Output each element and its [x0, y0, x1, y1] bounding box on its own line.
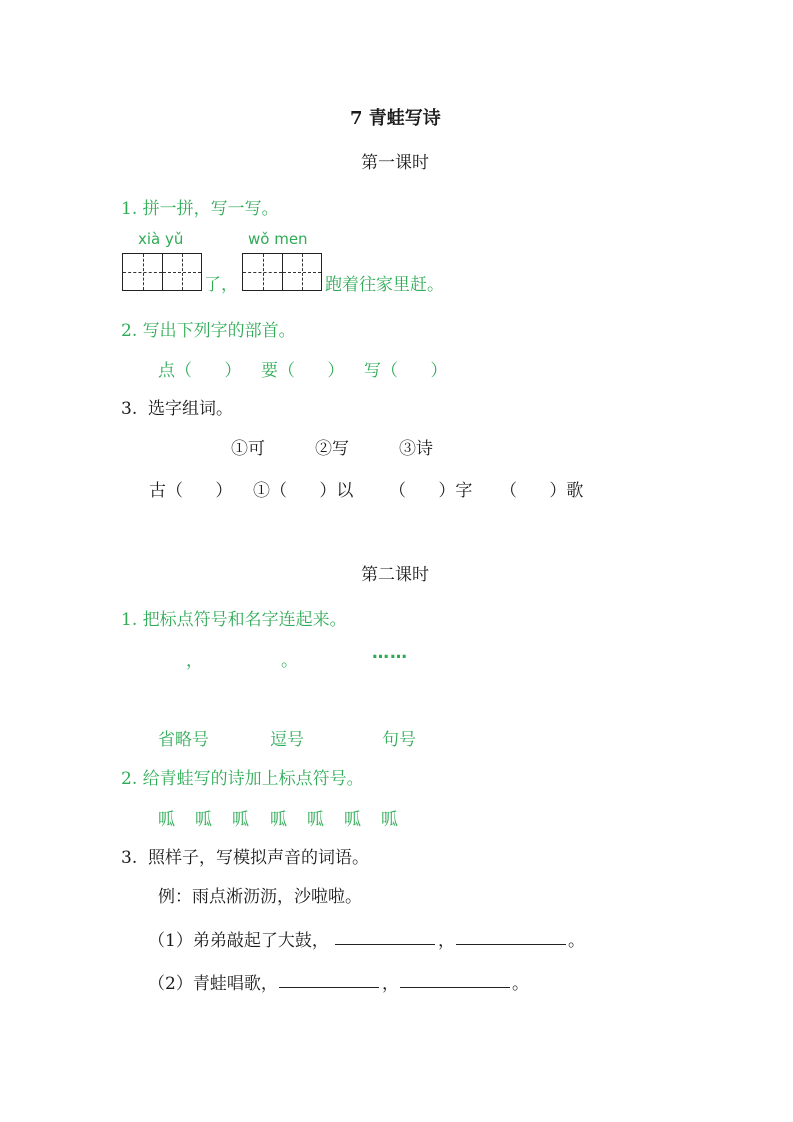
word-blank-zi[interactable]: （ ）字 — [389, 481, 473, 501]
name-comma[interactable]: 逗号 — [270, 730, 304, 750]
symbol-period[interactable]: 。 — [281, 651, 298, 671]
item2-prefix: （2）青蛙唱歌， — [148, 974, 278, 994]
l1-q3-prompt: 3. 选字组词。 — [121, 399, 234, 419]
l1-q1-end-text: 跑着往家里赶。 — [325, 275, 444, 295]
symbol-ellipsis[interactable]: …… — [372, 643, 408, 663]
l2-q3-prompt: 3. 照样子，写模拟声音的词语。 — [121, 848, 370, 868]
item1-blank-1[interactable] — [335, 944, 435, 945]
option-xie: ②写 — [315, 439, 349, 459]
example-text: 例：雨点淅沥沥，沙啦啦。 — [158, 887, 362, 907]
symbol-comma[interactable]: ， — [186, 651, 203, 671]
writing-grid-2[interactable] — [242, 253, 322, 291]
l2-q2-prompt: 2. 给青蛙写的诗加上标点符号。 — [121, 769, 364, 789]
option-shi: ③诗 — [399, 439, 433, 459]
frog-poem-char: 呱 — [344, 810, 361, 830]
l1-q2-prompt: 2. 写出下列字的部首。 — [121, 321, 296, 341]
item1-prefix: （1）弟弟敲起了大鼓， — [148, 931, 329, 951]
name-ellipsis[interactable]: 省略号 — [158, 730, 209, 750]
word-blank-ge[interactable]: （ ）歌 — [500, 481, 584, 501]
lesson1-heading: 第一课时 — [361, 153, 429, 173]
frog-poem-char: 呱 — [158, 810, 175, 830]
pinyin-women: wǒ men — [248, 230, 308, 248]
item2-period: 。 — [512, 974, 529, 994]
grid-cell[interactable] — [162, 254, 201, 290]
item1-period: 。 — [568, 931, 585, 951]
word-blank-gu[interactable]: 古（ ） — [149, 481, 233, 501]
option-ke: ①可 — [231, 439, 265, 459]
frog-poem-char: 呱 — [270, 810, 287, 830]
item1-comma: ， — [438, 931, 455, 951]
frog-poem-char: 呱 — [232, 810, 249, 830]
frog-poem-char: 呱 — [381, 810, 398, 830]
radical-item-xie[interactable]: 写（ ） — [364, 361, 448, 381]
frog-poem-char: 呱 — [195, 810, 212, 830]
page-title: 7 青蛙写诗 — [350, 108, 441, 129]
item1-blank-2[interactable] — [456, 944, 566, 945]
name-period[interactable]: 句号 — [382, 730, 416, 750]
radical-item-yao[interactable]: 要（ ） — [261, 361, 345, 381]
item2-blank-1[interactable] — [279, 987, 379, 988]
writing-grid-1[interactable] — [122, 253, 202, 291]
radical-item-dian[interactable]: 点（ ） — [158, 361, 242, 381]
l1-q1-mid-text: 了， — [204, 275, 238, 295]
frog-poem-char: 呱 — [307, 810, 324, 830]
word-blank-yi[interactable]: ①（ ）以 — [253, 481, 354, 501]
grid-cell[interactable] — [123, 254, 162, 290]
item2-blank-2[interactable] — [400, 987, 510, 988]
l1-q1-prompt: 1. 拼一拼，写一写。 — [121, 199, 279, 219]
grid-cell[interactable] — [282, 254, 321, 290]
grid-cell[interactable] — [243, 254, 282, 290]
l2-q1-prompt: 1. 把标点符号和名字连起来。 — [121, 610, 347, 630]
lesson2-heading: 第二课时 — [361, 565, 429, 585]
item2-comma: ， — [382, 974, 399, 994]
pinyin-xiayu: xià yǔ — [138, 230, 184, 248]
